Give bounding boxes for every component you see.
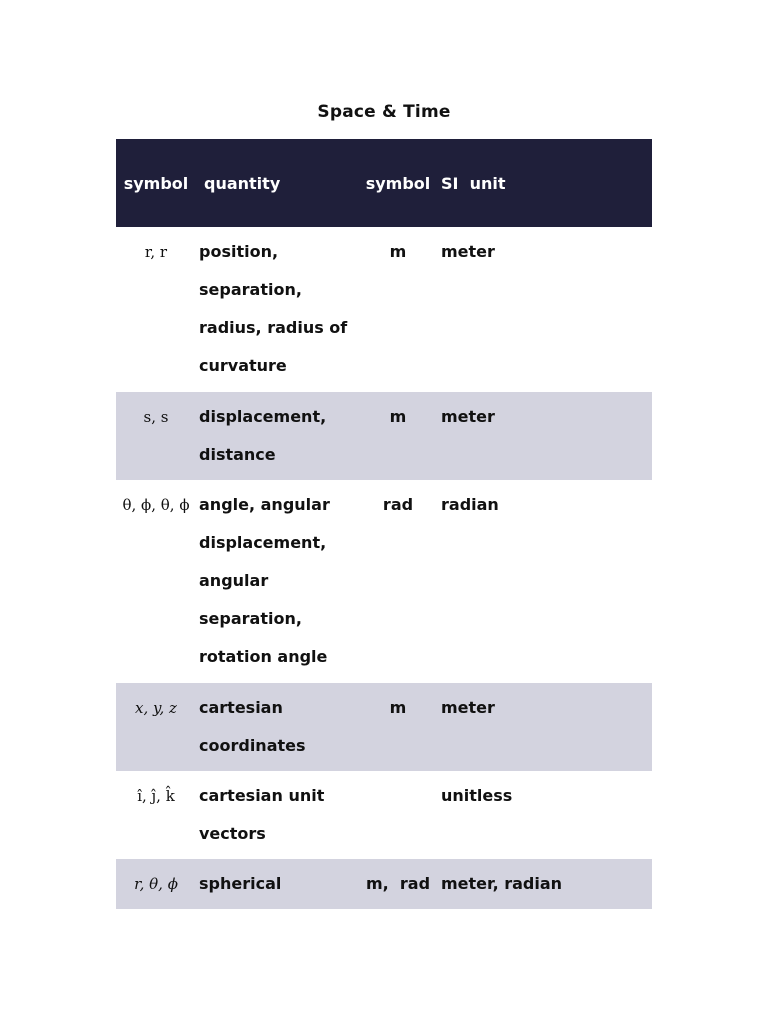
row-quantity: displacement, distance [199,407,327,464]
row-si-symbol: m [389,698,407,717]
row-symbol: î, ĵ, k̂ [137,787,175,805]
row-quantity: position, separation, radius, radius of curvature [199,242,348,375]
row-si-symbol: m [389,407,407,426]
row-si-unit: meter, radian [441,874,563,893]
row-quantity: angle, angular displacement, angular separation, rotation angle [199,495,330,666]
header-quantity: quantity [204,173,281,193]
header-row [116,139,652,227]
table-row [116,771,652,859]
row-symbol: θ, ϕ, θ, ϕ [122,496,190,514]
header-symbol: symbol [123,173,189,193]
table-row [116,480,652,683]
units-table [116,139,652,909]
row-si-symbol: m [389,242,407,261]
table-row [116,683,652,771]
row-symbol: s, s [143,408,169,426]
row-quantity: cartesian coordinates [199,698,306,755]
table-row [116,227,652,392]
row-quantity: cartesian unit vectors [199,786,325,843]
row-symbol: r, θ, ϕ [134,875,178,893]
page-title: Space & Time [317,102,451,122]
row-si-unit: meter [441,407,495,426]
row-si-symbol: m, rad [365,874,431,893]
row-si-unit: unitless [441,786,513,805]
row-si-symbol [363,771,433,859]
row-si-symbol: rad [382,495,414,514]
row-symbol: x, y, z [135,699,177,717]
row-si-unit: meter [441,242,495,261]
header-si-symbol: symbol [365,173,431,193]
row-si-unit: meter [441,698,495,717]
row-quantity: spherical [199,874,282,893]
row-si-unit: radian [441,495,499,514]
table-row [116,859,652,909]
table-body [116,227,652,909]
row-symbol: r, r [144,243,168,261]
table-row [116,392,652,480]
table-header [116,139,652,227]
header-si-unit: SI unit [441,173,506,193]
